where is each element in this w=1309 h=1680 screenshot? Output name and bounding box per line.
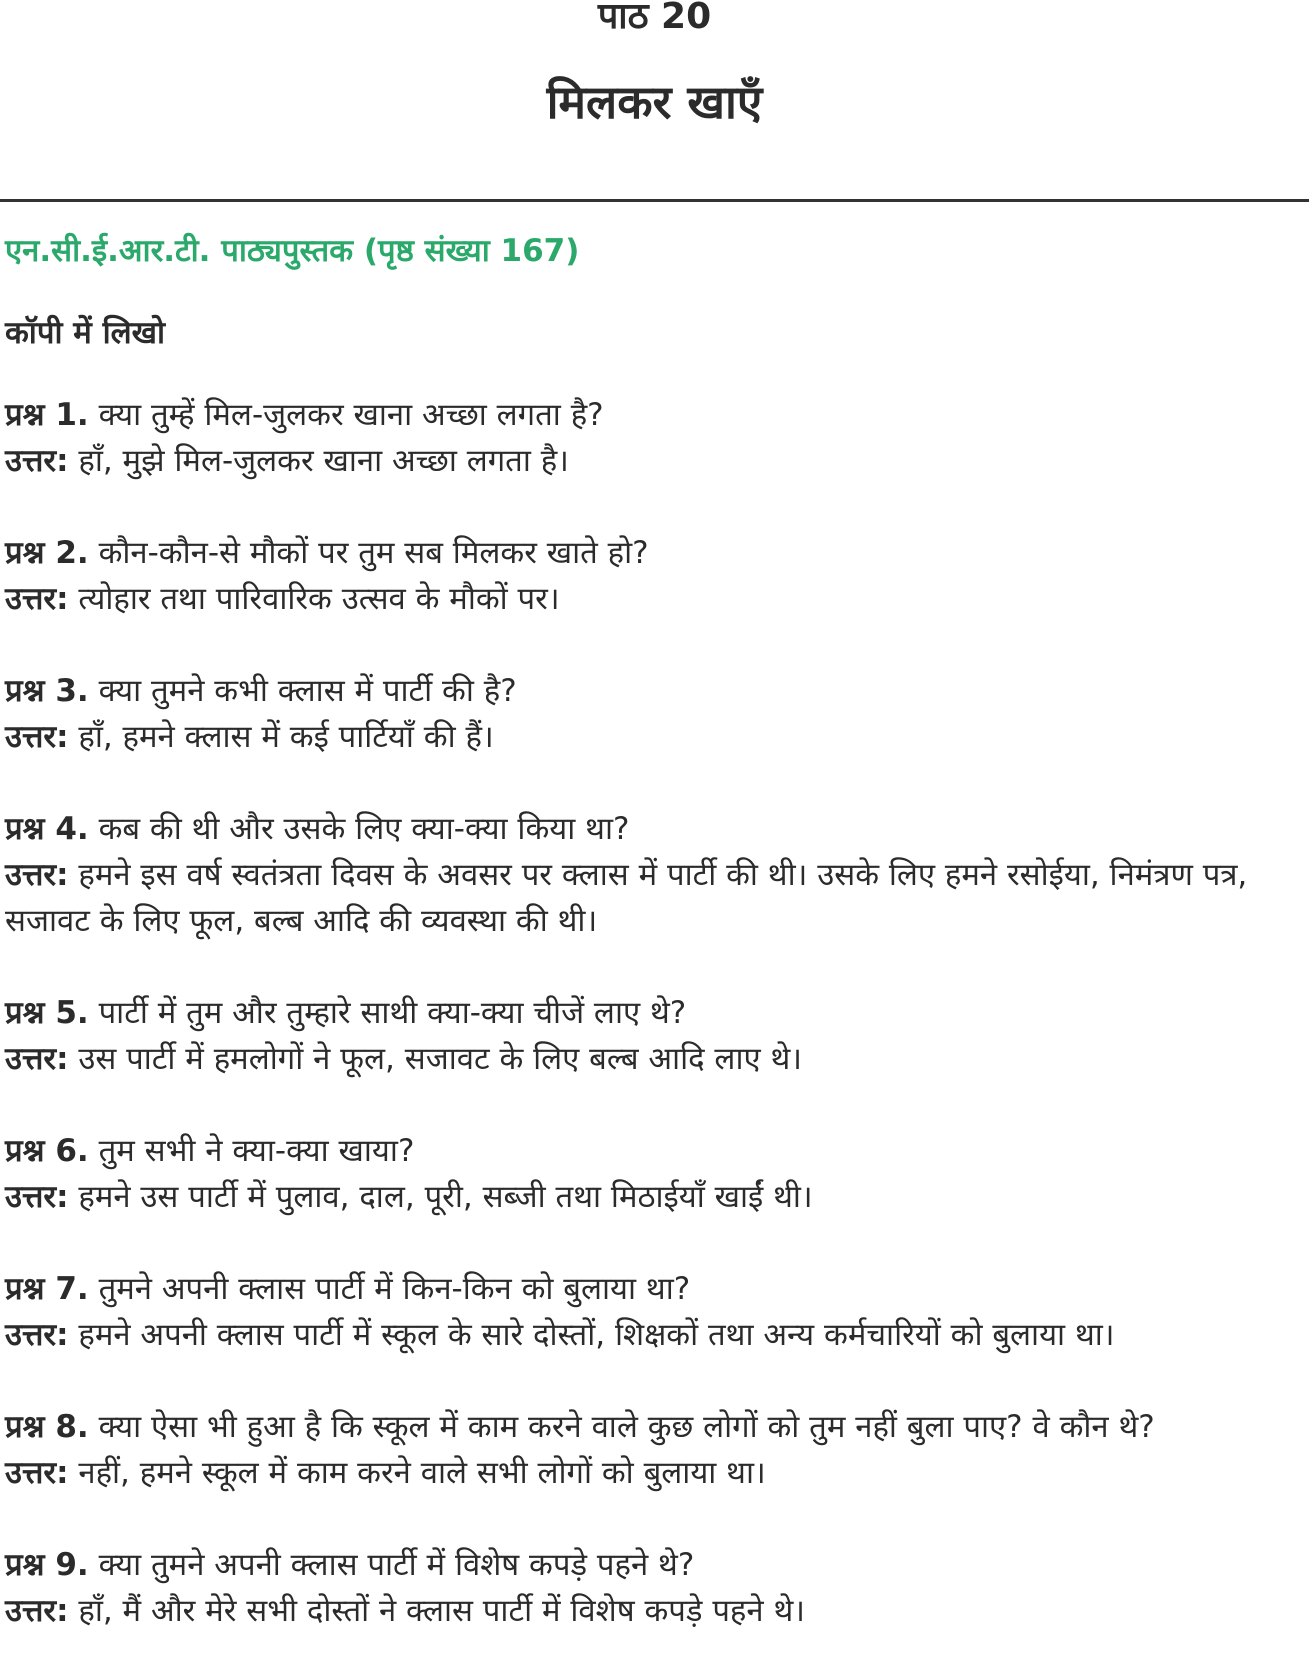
answer bbox=[5, 1036, 1305, 1082]
question-text: क्या तुमने अपनी क्लास पार्टी में विशेष कपड़े पहने थे? bbox=[98, 1547, 695, 1583]
question bbox=[5, 1404, 1305, 1450]
qa-item bbox=[5, 392, 1305, 484]
chapter-title: मिलकर खाएँ bbox=[546, 75, 763, 129]
qa-item bbox=[5, 668, 1305, 760]
question-text: पार्टी में तुम और तुम्हारे साथी क्या-क्या चीजें लाए थे? bbox=[98, 995, 687, 1031]
question-label: प्रश्न 6. bbox=[5, 1133, 89, 1169]
question-text: तुमने अपनी क्लास पार्टी में किन-किन को बुलाया था? bbox=[98, 1271, 691, 1307]
answer bbox=[5, 1312, 1305, 1358]
question bbox=[5, 530, 1305, 576]
answer-label: उत्तर: bbox=[5, 1455, 69, 1491]
answer-text: हमने इस वर्ष स्वतंत्रता दिवस के अवसर पर क्लास में पार्टी की थी। उसके लिए हमने रसोईया, निमंत्रण पत्र, सजावट के लिए फूल, बल्ब आदि की व्यवस्था की थी। bbox=[5, 857, 1248, 939]
answer bbox=[5, 438, 1305, 484]
question-label: प्रश्न 9. bbox=[5, 1547, 89, 1583]
qa-item bbox=[5, 806, 1305, 944]
qa-list bbox=[5, 392, 1305, 1634]
answer-text: उस पार्टी में हमलोगों ने फूल, सजावट के लिए बल्ब आदि लाए थे। bbox=[78, 1041, 803, 1077]
question bbox=[5, 1542, 1305, 1588]
answer-label: उत्तर: bbox=[5, 1179, 69, 1215]
question bbox=[5, 392, 1305, 438]
section-title: कॉपी में लिखो bbox=[5, 315, 166, 351]
answer-label: उत्तर: bbox=[5, 1593, 69, 1629]
question-text: तुम सभी ने क्या-क्या खाया? bbox=[98, 1133, 415, 1169]
qa-item bbox=[5, 1404, 1305, 1496]
content bbox=[5, 228, 1305, 1680]
answer bbox=[5, 1588, 1305, 1634]
question bbox=[5, 990, 1305, 1036]
answer-label: उत्तर: bbox=[5, 1317, 69, 1353]
answer bbox=[5, 852, 1305, 944]
question-label: प्रश्न 1. bbox=[5, 397, 89, 433]
source-heading: एन.सी.ई.आर.टी. पाठ्यपुस्तक (पृष्ठ संख्या 167) bbox=[5, 233, 580, 269]
question-label: प्रश्न 4. bbox=[5, 811, 89, 847]
answer-text: त्योहार तथा पारिवारिक उत्सव के मौकों पर। bbox=[78, 581, 560, 617]
qa-item bbox=[5, 1542, 1305, 1634]
answer-text: हाँ, मुझे मिल-जुलकर खाना अच्छा लगता है। bbox=[78, 443, 569, 479]
qa-item bbox=[5, 1128, 1305, 1220]
question-label: प्रश्न 3. bbox=[5, 673, 89, 709]
answer-text: हाँ, हमने क्लास में कई पार्टियाँ की हैं। bbox=[78, 719, 494, 755]
answer bbox=[5, 576, 1305, 622]
question bbox=[5, 668, 1305, 714]
answer-label: उत्तर: bbox=[5, 857, 69, 893]
answer bbox=[5, 1174, 1305, 1220]
question-label: प्रश्न 7. bbox=[5, 1271, 89, 1307]
answer-label: उत्तर: bbox=[5, 719, 69, 755]
question-text: कौन-कौन-से मौकों पर तुम सब मिलकर खाते हो? bbox=[98, 535, 649, 571]
answer-text: हमने अपनी क्लास पार्टी में स्कूल के सारे दोस्तों, शिक्षकों तथा अन्य कर्मचारियों को बुलाया था। bbox=[78, 1317, 1115, 1353]
question-label: प्रश्न 8. bbox=[5, 1409, 89, 1445]
answer bbox=[5, 714, 1305, 760]
answer-text: नहीं, हमने स्कूल में काम करने वाले सभी लोगों को बुलाया था। bbox=[78, 1455, 766, 1491]
qa-item bbox=[5, 990, 1305, 1082]
question-text: क्या तुम्हें मिल-जुलकर खाना अच्छा लगता है? bbox=[98, 397, 604, 433]
answer-text: हाँ, मैं और मेरे सभी दोस्तों ने क्लास पार्टी में विशेष कपड़े पहने थे। bbox=[78, 1593, 806, 1629]
question-label: प्रश्न 2. bbox=[5, 535, 89, 571]
answer bbox=[5, 1450, 1305, 1496]
question-text: क्या तुमने कभी क्लास में पार्टी की है? bbox=[98, 673, 517, 709]
lesson-number: पाठ 20 bbox=[597, 0, 712, 37]
question bbox=[5, 1266, 1305, 1312]
answer-text: हमने उस पार्टी में पुलाव, दाल, पूरी, सब्जी तथा मिठाईयाँ खाईं थी। bbox=[78, 1179, 813, 1215]
question-label: प्रश्न 5. bbox=[5, 995, 89, 1031]
qa-item bbox=[5, 1266, 1305, 1358]
question bbox=[5, 806, 1305, 852]
question-text: क्या ऐसा भी हुआ है कि स्कूल में काम करने वाले कुछ लोगों को तुम नहीं बुला पाए? वे कौन थे? bbox=[98, 1409, 1155, 1445]
qa-item bbox=[5, 530, 1305, 622]
divider bbox=[0, 199, 1309, 202]
question-text: कब की थी और उसके लिए क्या-क्या किया था? bbox=[98, 811, 630, 847]
answer-label: उत्तर: bbox=[5, 1041, 69, 1077]
question bbox=[5, 1128, 1305, 1174]
answer-label: उत्तर: bbox=[5, 443, 69, 479]
answer-label: उत्तर: bbox=[5, 581, 69, 617]
